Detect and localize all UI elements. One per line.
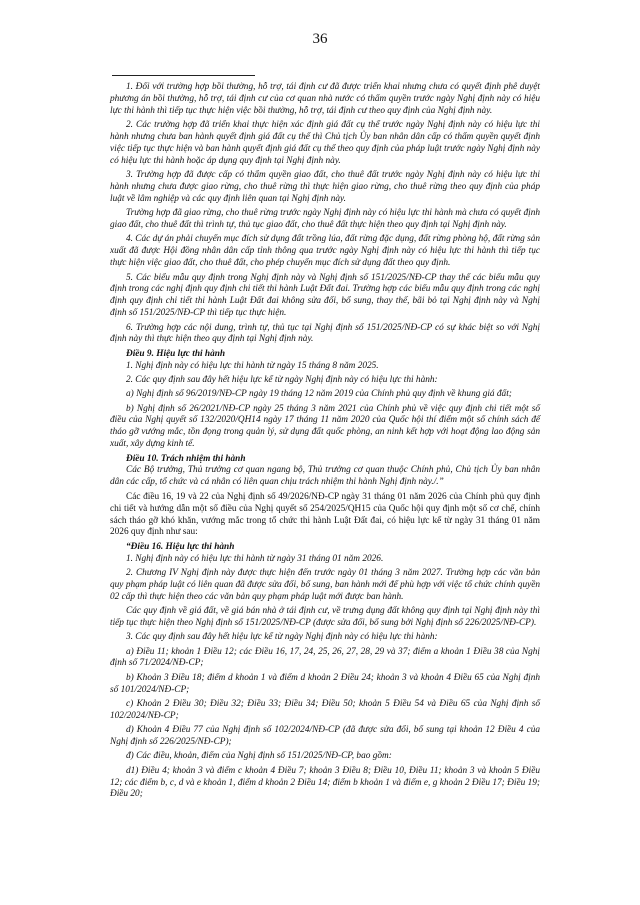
paragraph: c) Khoản 2 Điều 30; Điều 32; Điều 33; Điều 34; Điều 50; khoản 5 Điều 54 và Điều 65 của Nghị định số 102/2024/NĐ-CP; [110, 698, 540, 721]
paragraph: d1) Điều 4; khoản 3 và điểm c khoản 4 Điều 7; khoản 3 Điều 8; Điều 10, Điều 11; khoản 3 và khoản 5 Điều 12; các điểm b, c, d và e khoản 1, điểm d khoản 2 Điều 14; điểm b khoản 1 và điểm e, g khoản 2 Điều 17; Điều 19; Điều 20; [110, 765, 540, 800]
article-heading: Điều 9. Hiệu lực thi hành [126, 348, 226, 359]
page-number: 36 [312, 31, 328, 47]
paragraph: đ) Các điều, khoản, điểm của Nghị định số 151/2025/NĐ-CP, bao gồm: [126, 751, 392, 762]
paragraph: 6. Trường hợp các nội dung, trình tự, thủ tục tại Nghị định số 151/2025/NĐ-CP có sự khác biệt so với Nghị định này thì thực hiện theo quy định tại Nghị định này. [110, 322, 540, 345]
paragraph: Trường hợp đã giao rừng, cho thuê rừng trước ngày Nghị định này có hiệu lực thi hành mà chưa có quyết định giao đất, cho thuê đất thì trình tự, thủ tục giao đất, cho thuê đất thực hiện theo quy định tại Nghị định này. [110, 208, 540, 231]
paragraph: 2. Chương IV Nghị định này được thực hiện đến trước ngày 01 tháng 3 năm 2027. Trường hợp các văn bản quy phạm pháp luật có liên quan đã được sửa đổi, bổ sung, ban hành mới để phù hợp với việc tổ chức chính quyền 02 cấp thì thực hiện theo các văn bản quy phạm pháp luật mới được ban hành. [110, 567, 540, 602]
paragraph: 1. Nghị định này có hiệu lực thi hành từ ngày 31 tháng 01 năm 2026. [126, 553, 384, 564]
paragraph: 3. Các quy định sau đây hết hiệu lực kể từ ngày Nghị định này có hiệu lực thi hành: [126, 632, 438, 643]
paragraph: b) Nghị định số 26/2021/NĐ-CP ngày 25 tháng 3 năm 2021 của Chính phủ về việc quy định chi tiết một số điều của Nghị quyết số 132/2020/QH14 ngày 17 tháng 11 năm 2020 của Quốc hội thí điểm một số chính sách để tháo gỡ vướng mắc, tồn đọng trong quản lý, sử dụng đất quốc phòng, an ninh kết hợp với hoạt động lao động sản xuất, xây dựng kinh tế. [110, 403, 540, 450]
paragraph: 2. Các trường hợp đã triển khai thực hiện xác định giá đất cụ thể trước ngày Nghị định này có hiệu lực thi hành nhưng chưa ban hành quyết định giá đất cụ thể thì Chủ tịch Ủy ban nhân dân cấp có thẩm quyền quyết định việc tiếp tục thực hiện và ban hành quyết định giá đất cụ thể theo quy định của pháp luật trước ngày Nghị định này có hiệu lực thi hành hoặc áp dụng quy định tại Nghị định này. [110, 120, 540, 166]
paragraph: 5. Các biểu mẫu quy định trong Nghị định này và Nghị định số 151/2025/NĐ-CP thay thế các biểu mẫu quy định trong các nghị định quy định chi tiết thi hành Luật Đất đai. Trường hợp các biểu mẫu quy định trong các nghị định quy định chi tiết thi hành Luật Đất đai không sửa đổi, bổ sung, thay thế, bãi bỏ tại Nghị định này và Nghị định số 151/2025/NĐ-CP thì tiếp tục thực hiện. [110, 272, 540, 319]
article-heading: “Điều 16. Hiệu lực thi hành [126, 541, 235, 552]
document-body [110, 82, 540, 804]
paragraph: Các Bộ trưởng, Thủ trưởng cơ quan ngang bộ, Thủ trưởng cơ quan thuộc Chính phủ, Chủ tịch Ủy ban nhân dân các cấp, tổ chức và cá nhân có liên quan chịu trách nhiệm thi hành Nghị định này./.” [110, 465, 540, 488]
paragraph: 2. Các quy định sau đây hết hiệu lực kể từ ngày Nghị định này có hiệu lực thi hành: [126, 374, 438, 385]
paragraph: 1. Nghị định này có hiệu lực thi hành từ ngày 15 tháng 8 năm 2025. [126, 360, 379, 371]
paragraph: 4. Các dự án phải chuyển mục đích sử dụng đất trồng lúa, đất rừng đặc dụng, đất rừng phòng hộ, đất rừng sản xuất đã được Hội đồng nhân dân cấp tỉnh thông qua trước ngày Nghị định này có hiệu lực thi hành thì tiếp tục thực hiện việc giao đất, cho thuê đất, cho phép chuyển mục đích sử dụng đất theo quy định. [110, 234, 540, 269]
paragraph: Các điều 16, 19 và 22 của Nghị định số 49/2026/NĐ-CP ngày 31 tháng 01 năm 2026 của Chính phủ quy định chi tiết và hướng dẫn một số điều của Nghị quyết số 254/2025/QH15 của Quốc hội quy định một số cơ chế, chính sách tháo gỡ khó khăn, vướng mắc trong tổ chức thi hành Luật Đất đai, có hiệu lực kể từ ngày 31 tháng 01 năm 2026 quy định như sau: [110, 491, 540, 538]
paragraph: a) Nghị định số 96/2019/NĐ-CP ngày 19 tháng 12 năm 2019 của Chính phủ quy định về khung giá đất; [126, 389, 512, 400]
paragraph: b) Khoản 3 Điều 18; điểm d khoản 1 và điểm d khoản 2 Điều 24; khoản 3 và khoản 4 Điều 65 của Nghị định số 101/2024/NĐ-CP; [110, 672, 540, 695]
footnote-separator-line [112, 75, 255, 76]
paragraph: 1. Đối với trường hợp bồi thường, hỗ trợ, tái định cư đã được triển khai nhưng chưa có quyết định phê duyệt phương án bồi thường, hỗ trợ, tái định cư của cơ quan nhà nước có thẩm quyền trước ngày Nghị định này có hiệu lực thi hành thì tiếp tục thực hiện việc bồi thường, hỗ trợ, tái định cư theo quy định của Nghị định này. [110, 82, 540, 116]
paragraph: d) Khoản 4 Điều 77 của Nghị định số 102/2024/NĐ-CP (đã được sửa đổi, bổ sung tại khoản 12 Điều 4 của Nghị định số 226/2025/NĐ-CP); [110, 725, 540, 748]
paragraph: Các quy định về giá đất, về giá bán nhà ở tái định cư, về trưng dụng đất không quy định tại Nghị định này thì tiếp tục thực hiện theo Nghị định số 151/2025/NĐ-CP (được sửa đổi, bổ sung bởi Nghị định số 226/2025/NĐ-CP). [110, 606, 540, 628]
paragraph: a) Điều 11; khoản 1 Điều 12; các Điều 16, 17, 24, 25, 26, 27, 28, 29 và 37; điểm a khoản 1 Điều 38 của Nghị định số 71/2024/NĐ-CP; [110, 646, 540, 669]
article-heading: Điều 10. Trách nhiệm thi hành [126, 453, 246, 464]
paragraph: 3. Trường hợp đã được cấp có thẩm quyền giao đất, cho thuê đất trước ngày Nghị định này có hiệu lực thi hành nhưng chưa được giao rừng, cho thuê rừng thì thực hiện giao rừng, cho thuê rừng theo quy định của pháp luật về lâm nghiệp và các quy định liên quan tại Nghị định này. [110, 170, 540, 204]
